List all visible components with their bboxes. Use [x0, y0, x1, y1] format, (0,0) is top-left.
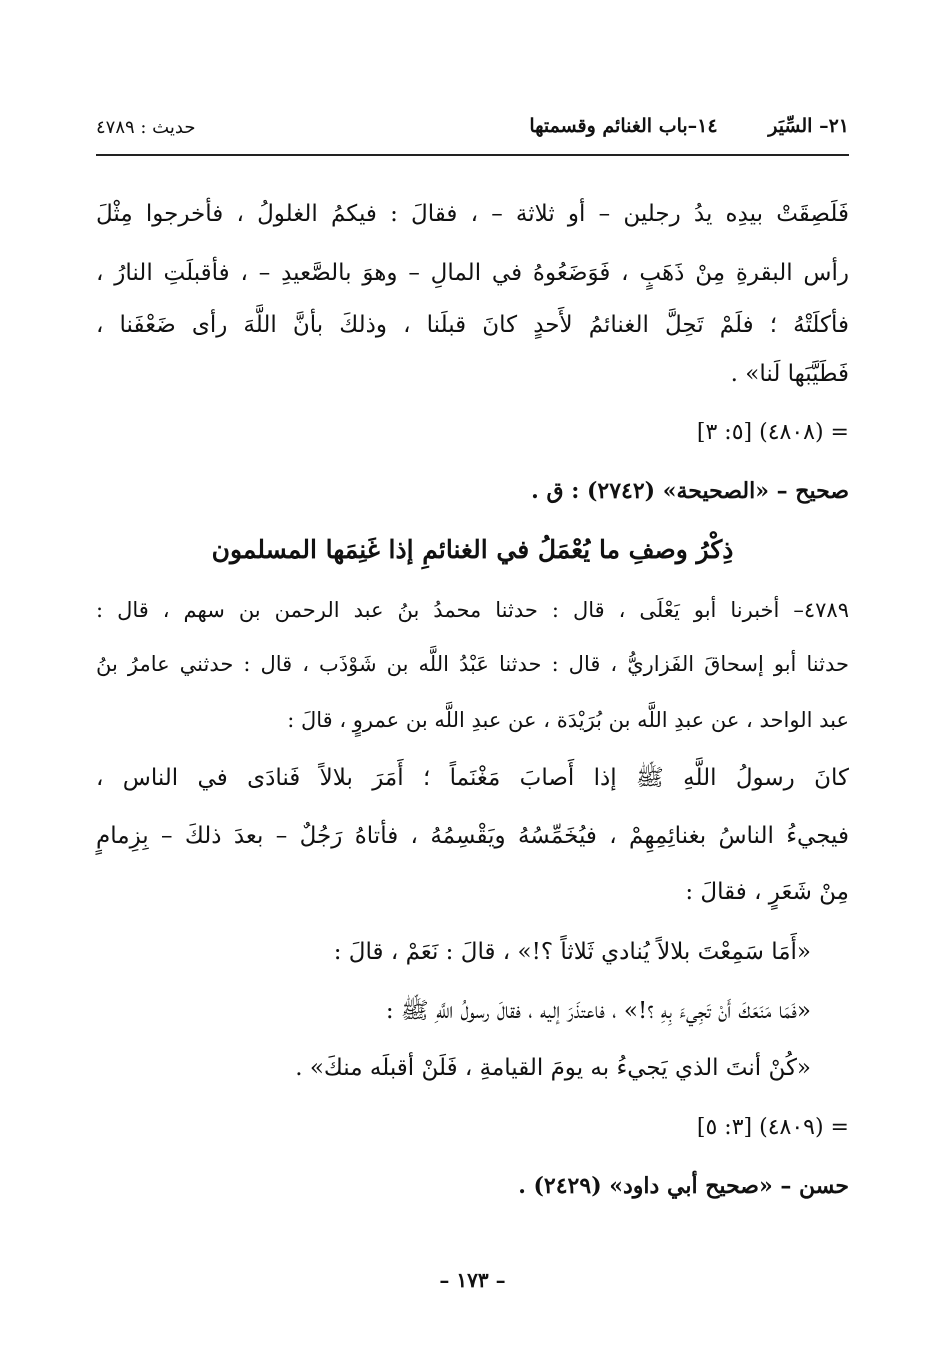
- isnad-line: عبد الواحد ، عن عبدِ اللَّه بن بُرَيْدَة ، عن عبدِ اللَّه بن عمروٍ ، قالَ :: [287, 708, 849, 732]
- header-divider: [96, 154, 849, 156]
- hadith-reference: حديث : ٤٧٨٩: [96, 117, 196, 138]
- text-line: فَلَصِقَتْ بيدِه يدُ رجلين – أو ثلاثة – ، فقالَ : فيكمُ الغلولُ ، فأخرجوا مِثْلَ: [96, 201, 849, 227]
- section-title: ١٤–باب الغنائم وقسمتها: [529, 115, 718, 137]
- matn-line: «أَمَا سَمِعْتَ بلالاً يُنادي ثَلاثاً ؟!» ، قالَ : نَعَمْ ، قالَ :: [333, 939, 811, 965]
- grading: صحيح – «الصحيحة» (٢٧٤٢) : ق .: [531, 478, 849, 504]
- isnad-line: ٤٧٨٩– أخبرنا أبو يَعْلَى ، قال : حدثنا محمدُ بنُ عبد الرحمن بن سهم ، قال :: [96, 598, 849, 622]
- page-number: – ١٧٣ –: [439, 1268, 506, 1292]
- matn-line: مِنْ شَعَرٍ ، فقالَ :: [685, 879, 849, 905]
- grading: حسن – «صحيح أبي داود» (٢٤٢٩) .: [518, 1173, 849, 1199]
- cross-reference: = (٤٨٠٩) [٣: ٥]: [696, 1115, 849, 1140]
- text-line: فَطَيَّبَها لَنا» .: [730, 361, 849, 387]
- cross-reference: = (٤٨٠٨) [٥: ٣]: [696, 420, 849, 445]
- running-header: [96, 115, 849, 149]
- text-line: رأس البقرةِ مِنْ ذَهَبٍ ، فَوَضَعُوهُ في المالِ – وهوَ بالصَّعيدِ – ، فأقبلَتِ النارُ ،: [96, 260, 849, 286]
- isnad-line: حدثنا أبو إسحاقَ الفَزاريُّ ، قال : حدثنا عَبْدُ اللَّه بن شَوْذَب ، قال : حدثني عامرُ بنُ: [96, 652, 849, 676]
- matn-line: كانَ رسولُ اللَّهِ ﷺ إذا أَصابَ مَغْنَماً ؛ أَمَرَ بلالاً فَنادَى في الناس ،: [96, 765, 849, 791]
- text-line: فأكلَتْهُ ؛ فلَمْ تَحِلَّ الغنائمُ لأَحدٍ كانَ قبلَنا ، وذلكَ بأنَّ اللَّهَ رأى ضَعْفَنا ،: [96, 312, 849, 338]
- matn-line: «فَمَا مَنَعَكَ أَنْ تَجِيءَ بِهِ ؟!» ، فاعتذَرَ إليه ، فقالَ رسولُ اللَّهِ ﷺ :: [385, 998, 811, 1024]
- chapter-heading: ذِكْرُ وصفِ ما يُعْمَلُ في الغنائمِ إذا غَنِمَها المسلمون: [211, 535, 734, 564]
- chapter-title: ٢١– السِّيَر: [768, 115, 849, 137]
- matn-line: فيجيءُ الناسُ بغنائِمِهِمْ ، فيُخَمِّسُهُ ويَقْسِمُهُ ، فأتاهُ رَجُلٌ – بعدَ ذلكَ – بِزِمامٍ: [96, 823, 849, 849]
- header-titles: [529, 115, 849, 137]
- matn-line: «كُنْ أنتَ الذي يَجيءُ به يومَ القيامةِ ، فَلَنْ أقبلَه منكَ» .: [295, 1055, 811, 1081]
